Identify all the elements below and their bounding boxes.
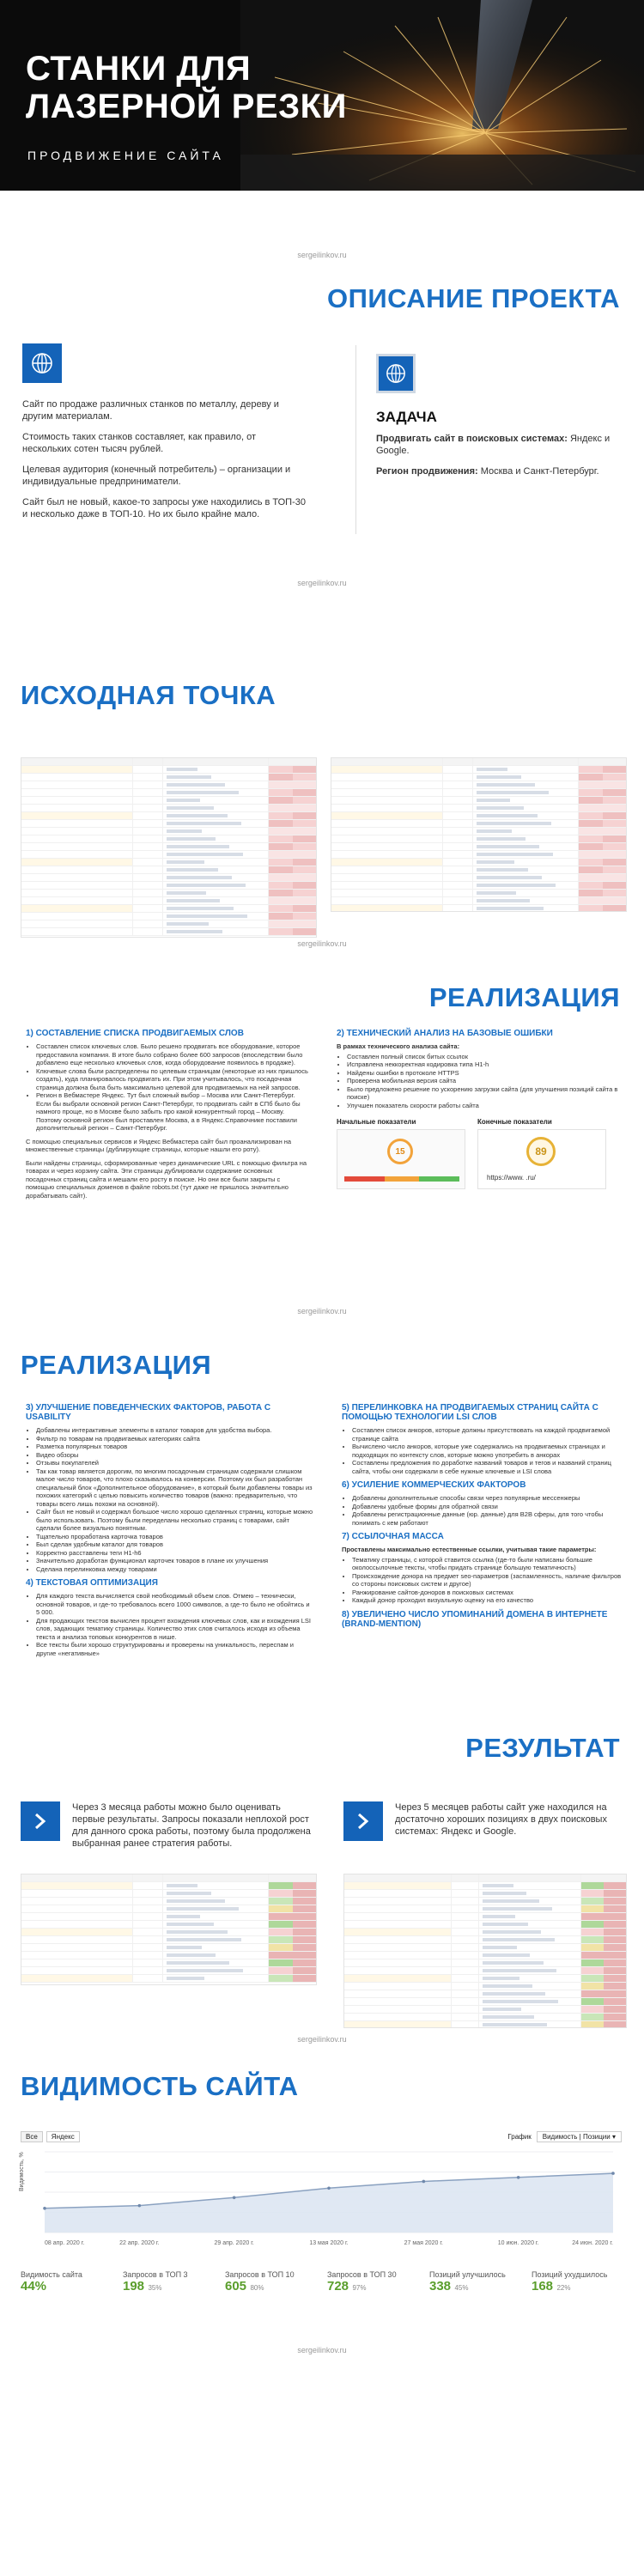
table-row (21, 882, 316, 890)
table-row (331, 905, 626, 912)
x-tick-label: 08 апр. 2020 г. (45, 2240, 85, 2246)
table-row (344, 1921, 626, 1929)
chart-ylabel: Видимость, % (19, 2152, 25, 2191)
step-5-item: • Составлены предложения по доработке названий товаров и тегов и названий страниц сайта, чтобы они содержали в себе нужные ключевые и LSI слова (352, 1459, 622, 1475)
table-row (21, 797, 316, 805)
positions-table-start-1 (21, 757, 317, 938)
site-label: sergeilinkov.ru (297, 2035, 347, 2044)
hero-banner (0, 0, 644, 191)
metric-label: Позиций улучшилось (429, 2270, 506, 2279)
project-paragraph-4: Сайт был не новый, какое-то запросы уже находились в ТОП-30 и несколько даже в ТОП-10. Но их было крайне мало. (22, 497, 306, 519)
step-2-item: • Улучшен показатель скорости работы сайта (347, 1102, 620, 1110)
visibility-point (611, 2172, 615, 2175)
tab-all[interactable]: Все (21, 2131, 43, 2142)
hero-title (26, 50, 347, 125)
table-row (331, 805, 626, 812)
step-3-item: • Так как товар является дорогим, по многим посадочным страницам содержали слишком малое число товаров, что плохо сказывалось на конверсии. Поэтому их был разработан специальный блок «Дополнительное оборудование», в который были добавлены товары из похожих категорий с целью повысить количество товаров (важно: предварительно, что товары всего лишь похожи на основной). (36, 1467, 313, 1509)
table-row (21, 874, 316, 882)
table-row (344, 1905, 626, 1913)
start-section (0, 579, 644, 948)
metric-card (327, 2270, 417, 2294)
task-label: Продвигать сайт в поисковых системах: (376, 434, 568, 444)
table-row (21, 913, 316, 920)
table-row (331, 835, 626, 843)
metric-percent: 22% (556, 2284, 571, 2292)
table-row (21, 781, 316, 789)
table-row (344, 1952, 626, 1959)
table-row (21, 1952, 316, 1959)
implementation-title-2: РЕАЛИЗАЦИЯ (21, 1350, 212, 1380)
step-6-title: 6) УСИЛЕНИЕ КОММЕРЧЕСКИХ ФАКТОРОВ (342, 1480, 526, 1490)
table-row (331, 774, 626, 781)
metric-value: 168 (532, 2279, 554, 2293)
table-row (344, 1967, 626, 1975)
usability-block (26, 1403, 313, 1662)
x-tick-label: 29 апр. 2020 г. (214, 2240, 254, 2246)
metric-value: 44% (21, 2279, 47, 2293)
table-row (344, 1975, 626, 1983)
metric-card (532, 2270, 622, 2294)
after-score: 89 (526, 1137, 556, 1166)
step-1-item: • Составлен список ключевых слов. Было решено продвигать все оборудование, которое предоставила компания. В итоге было собрано более 600 запросов (впоследствии было добавлено еще несколько ключевых слов, когда оборудование появилось в продаже). (36, 1042, 309, 1067)
step-3-title: 3) УЛУЧШЕНИЕ ПОВЕДЕНЧЕСКИХ ФАКТОРОВ, РАБОТА С USABILITY (26, 1403, 271, 1422)
step-7-item: • Тематику страницы, с которой ставится ссылка (где-то были написаны большие околоссылочные тексты, чтобы придать странице большую тематичность) (352, 1556, 622, 1572)
table-row (331, 866, 626, 874)
x-tick-label: 24 июн. 2020 г. (572, 2240, 613, 2246)
table-row (331, 851, 626, 859)
site-label: sergeilinkov.ru (297, 251, 347, 259)
step-1-item: • Регион в Вебмастере Яндекс. Тут был сложный выбор – Москва или Санкт-Петербург. Если бы выбрали основной регион Санкт-Петербург, то продвигать сайт в СПб было бы намного проще, но в Москве было забыть про какой конкурентный город – Москву. Поэтому основной регион был проставлен Москва, а в Яндекс.Справочнике поставили дополнительный регион – Санкт-Петербург. (36, 1091, 309, 1133)
visibility-point (327, 2187, 331, 2190)
table-row (344, 2021, 626, 2028)
step-2-item: • Исправлена неккоректная кодировка типа H1-h (347, 1060, 620, 1069)
graph-select-value: Видимость | Позиции (542, 2133, 611, 2141)
table-row (331, 897, 626, 905)
before-score: 15 (387, 1139, 413, 1164)
step-2-item: • Составлен полный список битых ссылок (347, 1053, 620, 1061)
table-row (344, 1959, 626, 1967)
table-row (344, 1998, 626, 2006)
visibility-section (0, 2045, 644, 2576)
region-value: Москва и Санкт-Петербург. (480, 466, 599, 477)
step-3-item: • Видео обзоры (36, 1451, 313, 1460)
step-3-item: • Значительно доработан функционал карточек товаров в плане их улучшения (36, 1557, 313, 1565)
step-3-item: • Корректно расставлены теги H1-h6 (36, 1549, 313, 1558)
table-header (344, 1874, 626, 1882)
table-row (344, 1882, 626, 1890)
x-tick-label: 10 июн. 2020 г. (497, 2240, 539, 2246)
table-row (21, 828, 316, 835)
table-row (21, 1936, 316, 1944)
metric-card (21, 2270, 111, 2294)
table-row (21, 859, 316, 866)
table-row (21, 1882, 316, 1890)
table-row (21, 928, 316, 936)
project-description (22, 343, 306, 529)
table-header (331, 758, 626, 766)
visibility-chart (36, 2147, 622, 2254)
result-title: РЕЗУЛЬТАТ (465, 1733, 620, 1763)
table-row (21, 890, 316, 897)
table-row (21, 835, 316, 843)
step-3-item: • Фильтр по товарам на продвигаемых категориях сайта (36, 1435, 313, 1443)
step-5-title: 5) ПЕРЕЛИНКОВКА НА ПРОДВИГАЕМЫХ СТРАНИЦ САЙТА С ПОМОЩЬЮ ТЕХНОЛОГИИ LSI СЛОВ (342, 1403, 598, 1422)
start-title: ИСХОДНАЯ ТОЧКА (21, 680, 276, 710)
table-row (344, 1936, 626, 1944)
visibility-title: ВИДИМОСТЬ САЙТА (21, 2071, 299, 2101)
visibility-point (233, 2196, 236, 2199)
x-tick-label: 27 мая 2020 г. (404, 2240, 444, 2246)
metric-value: 198 (123, 2279, 145, 2293)
step-3-item: • Сделана перелинковка между товарами (36, 1565, 313, 1574)
table-row (21, 1929, 316, 1936)
metric-value: 338 (429, 2279, 452, 2293)
project-title: ОПИСАНИЕ ПРОЕКТА (326, 283, 620, 313)
site-label: sergeilinkov.ru (297, 1307, 347, 1315)
table-row (21, 1959, 316, 1967)
metric-percent: 80% (250, 2284, 264, 2292)
result-left (21, 1801, 313, 1858)
site-label: sergeilinkov.ru (297, 579, 347, 587)
step-1-paragraph: Были найдены страницы, сформированные через динамические URL с помощью фильтра на товарах и через корзину сайта. Эти страницы дублировали содержание основных посадочных страниц сайта и мешали его росту в поиске. Но они все были закрыты с помощью специальных доменов в файле robots.txt (тут даже не пришлось значительно дорабатывать сайт). (26, 1158, 307, 1200)
task-block (376, 354, 625, 486)
region-label: Регион продвижения: (376, 466, 478, 477)
positions-table-result-2 (343, 1874, 627, 2028)
table-row (344, 1890, 626, 1898)
table-row (344, 1929, 626, 1936)
step-4-item: • Для продающих текстов вычислен процент вхождения ключевых слов, как и вхождения LSI слов, задающих тематику страницы. Количество этих слов считалось исходя из объема текста и анализа топовых конкурентов в нише. (36, 1617, 313, 1642)
step-2-title: 2) ТЕХНИЧЕСКИЙ АНАЛИЗ НА БАЗОВЫЕ ОШИБКИ (337, 1029, 553, 1038)
graph-label: График (507, 2133, 532, 2141)
globe-icon (22, 343, 62, 383)
graph-select[interactable] (537, 2131, 622, 2142)
table-row (331, 882, 626, 890)
project-section (0, 191, 644, 586)
visibility-chart-panel (21, 2131, 622, 2256)
after-url: https://www. .ru/ (487, 1174, 536, 1182)
table-row (331, 820, 626, 828)
linking-block (342, 1403, 622, 1633)
visibility-metrics (21, 2270, 622, 2294)
step-3-item: • Разметка популярных товаров (36, 1443, 313, 1451)
step-7-item: • Ранжирование сайтов-доноров в поисковых системах (352, 1589, 622, 1597)
step-3-item: • Добавлены интерактивные элементы в каталог товаров для удобства выбора. (36, 1426, 313, 1435)
step-7-item: • Происхождение донора на предмет seo-параметров (заспамленность, наличие фильтров со стороны поисковых систем и другое) (352, 1572, 622, 1589)
implementation-section-2 (0, 1324, 644, 1719)
step-6-item: • Добавлены дополнительные способы связи через популярные мессенжеры (352, 1494, 622, 1503)
after-label: Конечные показатели (477, 1118, 552, 1126)
hero-title-line2: ЛАЗЕРНОЙ РЕЗКИ (26, 88, 347, 125)
after-metrics (477, 1118, 606, 1189)
metric-value: 605 (225, 2279, 247, 2293)
table-row (344, 2014, 626, 2021)
x-tick-label: 13 мая 2020 г. (309, 2240, 349, 2246)
step-7-item: • Каждый донор проходил визуальную оценку на его качество (352, 1596, 622, 1605)
table-row (21, 897, 316, 905)
metric-card (429, 2270, 519, 2294)
table-row (21, 1944, 316, 1952)
positions-table-result-1 (21, 1874, 317, 1985)
step-4-item: • Для каждого текста вычисляется свой необходимый объем слов. Отмею – технически, основной товаров, и где-то требовалось всего 1000 символов, а где-то было не обойтись и 5 000. (36, 1592, 313, 1617)
step-2-intro: В рамках технического анализа сайта: (337, 1042, 460, 1050)
chevron-down-icon: ▾ (611, 2133, 616, 2141)
metric-card (225, 2270, 315, 2294)
step-3-item: • Отзывы покупателей (36, 1459, 313, 1467)
globe-icon (376, 354, 416, 393)
result-left-text: Через 3 месяца работы можно было оценивать первые результаты. Запросы показали неплохой рост для данного срока работы, поэтому была продолжена выбранная ранее стратегия работы. (72, 1802, 311, 1849)
step-3-item: • Был сделан удобным каталог для товаров (36, 1540, 313, 1549)
table-row (344, 1983, 626, 1990)
table-row (21, 1921, 316, 1929)
task-value: Яндекс и Google. (376, 434, 611, 456)
table-row (21, 866, 316, 874)
metric-label: Видимость сайта (21, 2270, 82, 2279)
before-label: Начальные показатели (337, 1118, 416, 1126)
task-title: ЗАДАЧА (376, 409, 437, 425)
keywords-block (26, 1029, 309, 1205)
implementation-title-1: РЕАЛИЗАЦИЯ (428, 982, 620, 1012)
metric-label: Запросов в ТОП 3 (123, 2270, 188, 2279)
chevron-right-icon (21, 1801, 60, 1841)
table-row (21, 905, 316, 913)
step-2-item: • Проверена мобильная версия сайта (347, 1077, 620, 1085)
metric-card (123, 2270, 213, 2294)
visibility-point (138, 2204, 142, 2208)
x-tick-label: 22 апр. 2020 г. (119, 2240, 160, 2246)
table-row (344, 1990, 626, 1998)
table-header (21, 1874, 316, 1882)
step-5-item: • Составлен список анкоров, которые должны присутствовать на каждой продвигаемой странице сайта (352, 1426, 622, 1443)
step-3-item: • Тщательно проработана карточка товаров (36, 1533, 313, 1541)
table-row (21, 774, 316, 781)
step-4-item: • Все тексты были хорошо структурированы и проверены на уникальность, переспам и другие «негативные» (36, 1641, 313, 1657)
table-row (21, 920, 316, 928)
site-label: sergeilinkov.ru (297, 2346, 347, 2354)
table-row (331, 766, 626, 774)
project-paragraph-2: Стоимость таких станков составляет, как правило, от нескольких сотен тысяч рублей. (22, 432, 257, 454)
implementation-section-1 (0, 946, 644, 1324)
table-header (21, 758, 316, 766)
table-row (21, 820, 316, 828)
table-row (331, 781, 626, 789)
project-paragraph-1: Сайт по продаже различных станков по металлу, дереву и другим материалам. (22, 399, 279, 422)
table-row (21, 805, 316, 812)
step-7-title: 7) ССЫЛОЧНАЯ МАССА (342, 1532, 444, 1541)
hero-title-line1: СТАНКИ ДЛЯ (26, 50, 252, 88)
result-section (0, 1719, 644, 2045)
metric-percent: 97% (352, 2284, 367, 2292)
step-1-paragraph: С помощью специальных сервисов и Яндекс Вебмастера сайт был проанализирован на множественные страницы (дублирующие страницы, которые нашли его роту). (26, 1137, 292, 1153)
hero-subtitle: ПРОДВИЖЕНИЕ САЙТА (27, 149, 224, 162)
visibility-point (43, 2207, 46, 2210)
table-row (331, 859, 626, 866)
table-row (21, 1913, 316, 1921)
divider (355, 345, 356, 534)
visibility-area (45, 2173, 613, 2233)
metric-percent: 35% (148, 2284, 162, 2292)
table-row (331, 843, 626, 851)
table-row (344, 1898, 626, 1905)
table-row (331, 874, 626, 882)
site-label: sergeilinkov.ru (297, 939, 347, 948)
metric-label: Запросов в ТОП 10 (225, 2270, 295, 2279)
visibility-point (517, 2176, 520, 2179)
table-row (21, 1890, 316, 1898)
table-row (21, 843, 316, 851)
metric-label: Позиций ухудшилось (532, 2270, 608, 2279)
table-row (21, 851, 316, 859)
table-row (331, 797, 626, 805)
metric-percent: 45% (454, 2284, 469, 2292)
step-5-item: • Вычислено число анкоров, которые уже содержались на продвигаемых страницах и подходящих по контексту слов, которые можно употребить в анкорах (352, 1443, 622, 1459)
table-row (21, 1967, 316, 1975)
tab-yandex[interactable]: Яндекс (46, 2131, 80, 2142)
table-row (344, 2006, 626, 2014)
step-8-title: 8) УВЕЛИЧЕНО ЧИСЛО УПОМИНАНИЙ ДОМЕНА В ИНТЕРНЕТЕ (BRAND-MENTION) (342, 1609, 608, 1629)
step-6-item: • Добавлены удобные формы для обратной связи (352, 1503, 622, 1511)
table-row (331, 890, 626, 897)
table-row (21, 1898, 316, 1905)
table-row (21, 1975, 316, 1983)
table-row (21, 766, 316, 774)
result-right (343, 1801, 627, 1846)
step-1-item: • Ключевые слова были распределены по целевым страницам (некоторые из них пришлось создать), куда планировалось продвигать их. При этом учитывалось, что посадочная страница должна была быть максимально целевой для продвигаемых на ней запросов. (36, 1067, 309, 1092)
step-6-item: • Добавлены регистрационные данные (юр. данные) для B2B сферы, для того чтобы понимать с кем работают (352, 1510, 622, 1527)
step-2-item: • Было предложено решение по ускорению загрузки сайта (для улучшения позиций сайта в поиске) (347, 1085, 620, 1102)
table-row (21, 789, 316, 797)
before-metrics (337, 1118, 465, 1189)
table-row (21, 812, 316, 820)
step-1-title: 1) СОСТАВЛЕНИЕ СПИСКА ПРОДВИГАЕМЫХ СЛОВ (26, 1029, 244, 1038)
tech-analysis-block (337, 1029, 620, 1189)
table-row (344, 1913, 626, 1921)
chevron-right-icon (343, 1801, 383, 1841)
table-row (331, 812, 626, 820)
metric-label: Запросов в ТОП 30 (327, 2270, 397, 2279)
step-2-item: • Найдены ошибки в протоколе HTTPS (347, 1069, 620, 1078)
positions-table-start-2 (331, 757, 627, 912)
table-row (331, 789, 626, 797)
visibility-point (422, 2180, 426, 2184)
metric-value: 728 (327, 2279, 349, 2293)
table-row (331, 828, 626, 835)
table-row (344, 1944, 626, 1952)
result-right-text: Через 5 месяцев работы сайт уже находился на достаточно хороших позициях в двух поисковых системах: Яндекс и Google. (395, 1802, 607, 1837)
project-paragraph-3: Целевая аудитория (конечный потребитель) – организации и индивидуальные предприниматели. (22, 465, 291, 487)
step-4-title: 4) ТЕКСТОВАЯ ОПТИМИЗАЦИЯ (26, 1578, 158, 1588)
table-row (21, 1905, 316, 1913)
step-3-item: • Сайт был не новый и содержал большое число хорошо сделанных страниц, которые можно было использовать. Поэтому были переделаны несколько страниц с товарами, сайт сделали более визуально понятным. (36, 1508, 313, 1533)
step-7-intro: Проставлены максимально естественные ссылки, учитывая такие параметры: (342, 1546, 597, 1553)
